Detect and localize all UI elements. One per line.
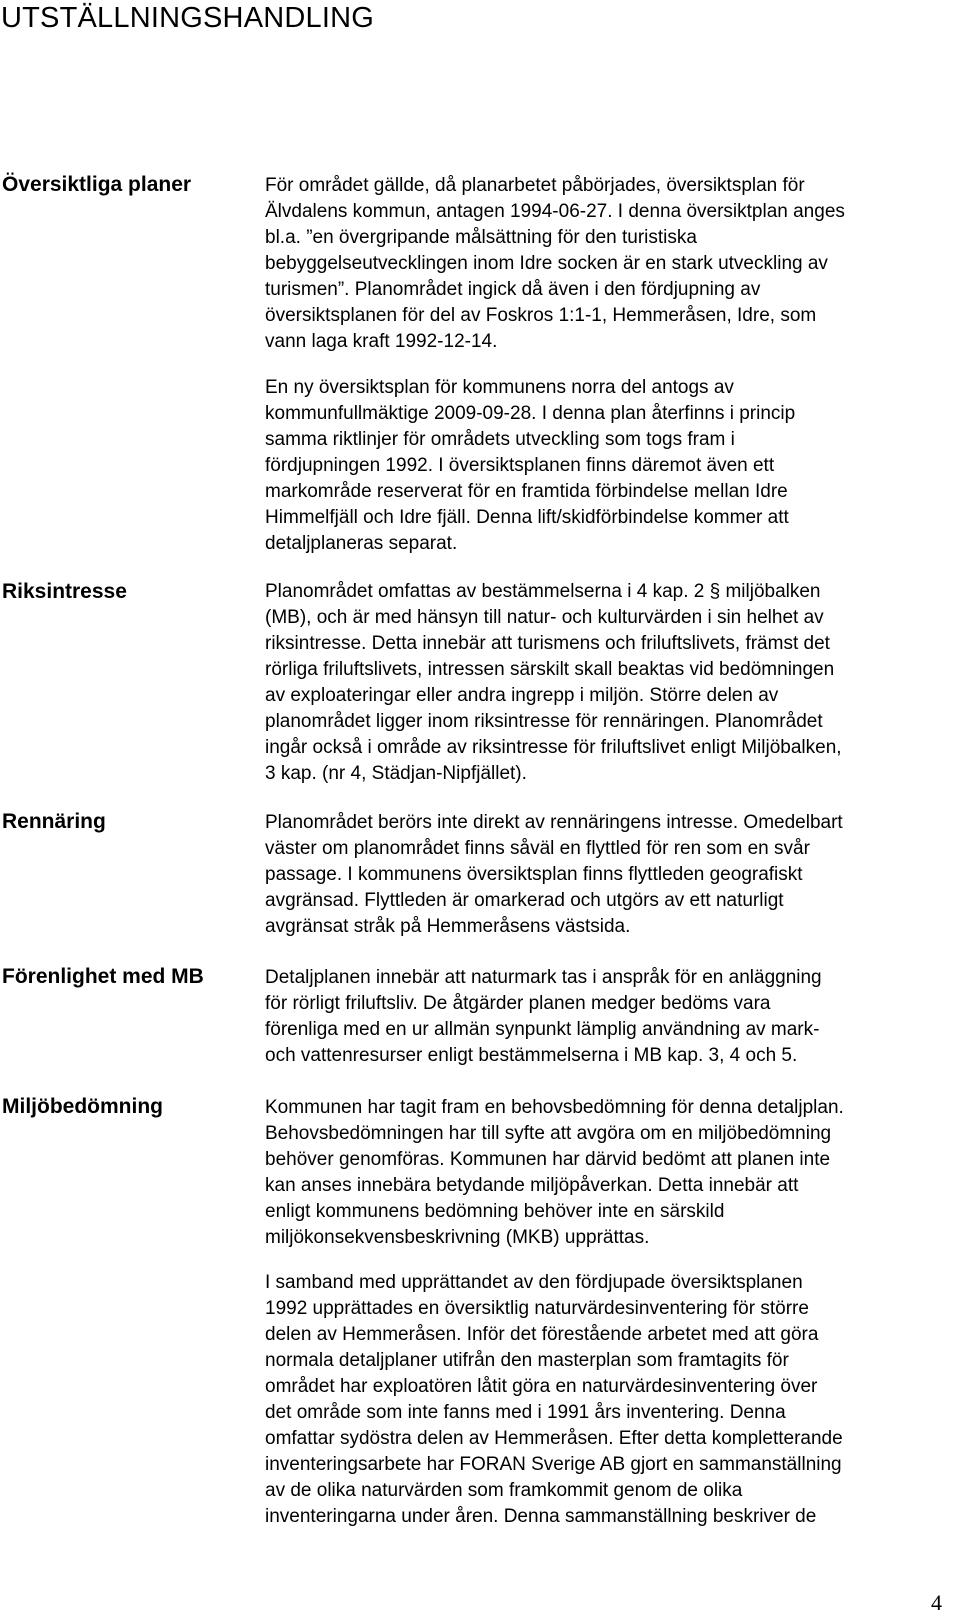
paragraph-rennaring: Planområdet berörs inte direkt av rennäringens intresse. Omedelbart väster om planområdet finns såväl en flyttled för ren som en svår passage. I kommunens översiktsplan finns flyttleden geografiskt avgränsad. Flyttleden är omarkerad och utgörs av ett naturligt avgränsat stråk på Hemmeråsens västsida. bbox=[265, 812, 843, 937]
page-number: 4 bbox=[931, 1590, 942, 1615]
heading-riksintresse: Riksintresse bbox=[2, 580, 127, 603]
paragraph-riksintresse: Planområdet omfattas av bestämmelserna i 4 kap. 2 § miljöbalken (MB), och är med hänsyn till natur- och kulturvärden i sin helhet av riksintresse. Detta innebär att turismens och friluftslivets, främst det rörliga friluftslivets, intressen särskilt skall beaktas vid bedömningen av exploateringar eller andra ingrepp i miljön. Större delen av planområdet ligger inom riksintresse för rennäringen. Planområdet ingår också i område av riksintresse för friluftslivet enligt Miljöbalken, 3 kap. (nr 4, Städjan-Nipfjället). bbox=[265, 581, 842, 784]
paragraph-forenlighet: Detaljplanen innebär att naturmark tas i anspråk för en anläggning för rörligt friluftsliv. De åtgärder planen medger bedöms vara förenliga med en ur allmän synpunkt lämplig användning av mark- och vattenresurser enligt bestämmelserna i MB kap. 3, 4 och 5. bbox=[265, 967, 822, 1066]
heading-forenlighet-med-mb: Förenlighet med MB bbox=[2, 965, 204, 988]
page-title: UTSTÄLLNINGSHANDLING bbox=[1, 2, 375, 34]
paragraph-oversiktliga-2: En ny översiktsplan för kommunens norra del antogs av kommunfullmäktige 2009-09-28. I denna plan återfinns i princip samma riktlinjer för områdets utveckling som togs fram i fördjupningen 1992. I översiktsplanen finns däremot även ett markområde reserverat för en framtida förbindelse mellan Idre Himmelfjäll och Idre fjäll. Denna lift/skidförbindelse kommer att detaljplaneras separat. bbox=[265, 377, 796, 554]
paragraph-miljobedomning-1: Kommunen har tagit fram en behovsbedömning för denna detaljplan. Behovsbedömningen har till syfte att avgöra om en miljöbedömning behöver genomföras. Kommunen har därvid bedömt att planen inte kan anses innebära betydande miljöpåverkan. Detta innebär att enligt kommunens bedömning behöver inte en särskild miljökonsekvensbeskrivning (MKB) upprättas. bbox=[265, 1097, 844, 1248]
paragraph-miljobedomning-2: I samband med upprättandet av den fördjupade översiktsplanen 1992 upprättades en översiktlig naturvärdesinventering för större delen av Hemmeråsen. Inför det förestående arbetet med att göra normala detaljplaner utifrån den masterplan som framtagits för området har exploatören låtit göra en naturvärdesinventering över det område som inte fanns med i 1991 års inventering. Denna omfattar sydöstra delen av Hemmeråsen. Efter detta kompletterande inventeringsarbete har FORAN Sverige AB gjort en sammanställning av de olika naturvärden som framkommit genom de olika inventeringarna under åren. Denna sammanställning beskriver de bbox=[265, 1272, 843, 1527]
heading-miljobedomning: Miljöbedömning bbox=[2, 1095, 163, 1118]
paragraph-oversiktliga-1: För området gällde, då planarbetet påbörjades, översiktsplan för Älvdalens kommun, antagen 1994-06-27. I denna översiktplan anges bl.a. ”en övergripande målsättning för den turistiska bebyggelseutvecklingen inom Idre socken är en stark utveckling av turismen”. Planområdet ingick då även i den fördjupning av översiktsplanen för del av Foskros 1:1-1, Hemmeråsen, Idre, som vann laga kraft 1992-12-14. bbox=[265, 175, 845, 352]
heading-rennaring: Rennäring bbox=[2, 810, 106, 833]
heading-oversiktliga-planer: Översiktliga planer bbox=[2, 173, 192, 196]
